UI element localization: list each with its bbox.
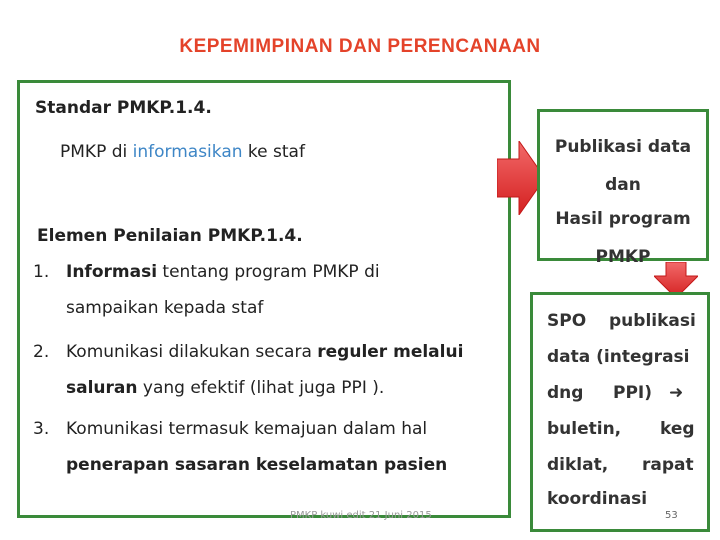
item-2-bold: reguler melalui: [317, 342, 464, 362]
item-2-line2-rest: yang efektif (lihat juga PPI ).: [137, 378, 385, 398]
item-3-line2: penerapan sasaran keselamatan pasien: [66, 455, 448, 475]
publication-callout: [537, 109, 709, 267]
spo-l3a: dng: [547, 383, 584, 403]
spo-l1a: SPO: [547, 311, 587, 331]
spo-l5b: rapat: [642, 455, 694, 475]
footer-text: PMKP kuwi edit 21 Juni 2015: [290, 510, 432, 521]
standard-text-post: ke staf: [242, 142, 305, 162]
page-number: 53: [665, 510, 678, 521]
callout-line-2: dan: [605, 175, 641, 195]
item-1-line1: [66, 262, 380, 282]
page-title: KEPEMIMPINAN DAN PERENCANAAN: [179, 36, 541, 57]
item-3-line1: Komunikasi termasuk kemajuan dalam hal: [66, 419, 428, 439]
item-1-number: 1.: [33, 262, 50, 282]
standard-text-highlight: informasikan: [132, 142, 243, 162]
spo-l3b: PPI): [613, 383, 653, 403]
spo-l4b: keg: [660, 419, 695, 439]
item-2-line2-bold: saluran: [66, 378, 138, 398]
spo-l5a: diklat,: [547, 455, 609, 475]
item-2-line1: [66, 342, 463, 362]
item-2-line2: [66, 378, 384, 398]
item-2-plain: Komunikasi dilakukan secara: [66, 342, 318, 362]
spo-l1b: publikasi: [609, 311, 696, 331]
standard-label: Standar PMKP.1.4.: [35, 98, 212, 118]
item-3-number: 3.: [33, 419, 50, 439]
callout-line-4: PMKP: [595, 247, 651, 267]
spo-l2: data (integrasi: [547, 347, 690, 367]
callout-line-3: Hasil program: [555, 209, 691, 229]
spo-l6: koordinasi: [547, 489, 648, 509]
standard-text: [60, 142, 305, 162]
spo-l4a: buletin,: [547, 419, 622, 439]
callout-line-1: Publikasi data: [554, 137, 692, 157]
spo-callout: [530, 292, 710, 532]
arrow-right-icon: ➜: [669, 383, 684, 403]
item-1-bold: Informasi: [66, 262, 158, 282]
item-2-number: 2.: [33, 342, 50, 362]
item-1-line2: sampaikan kepada staf: [66, 298, 264, 318]
item-1-rest: tentang program PMKP di: [157, 262, 380, 282]
standard-text-pre: PMKP di: [60, 142, 133, 162]
elements-heading: Elemen Penilaian PMKP.1.4.: [37, 226, 303, 246]
